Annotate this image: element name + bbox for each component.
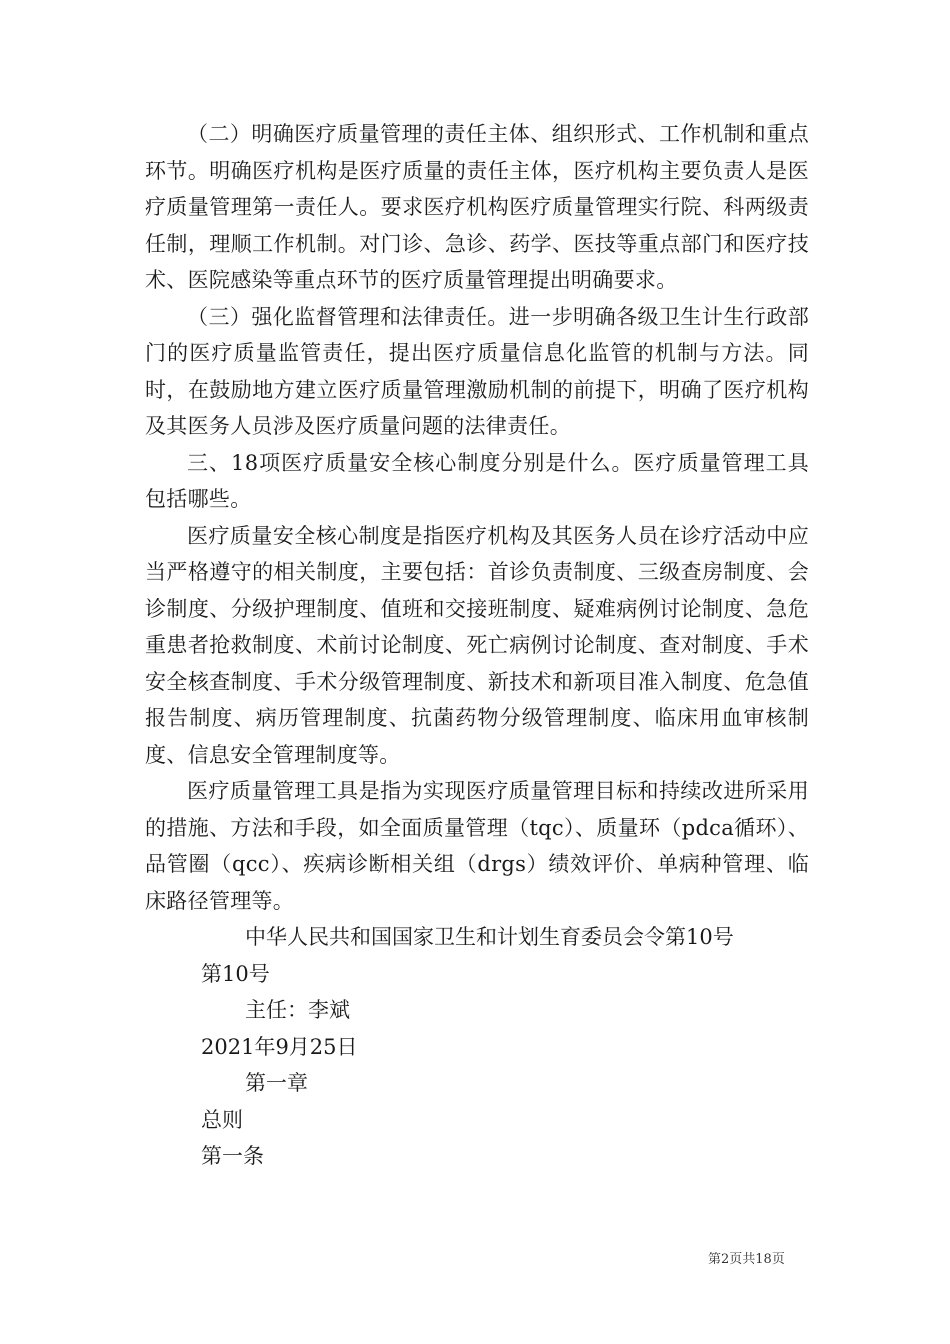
- paragraph-quality-responsibility: （二）明确医疗质量管理的责任主体、组织形式、工作机制和重点环节。明确医疗机构是医疗质量的责任主体，医疗机构主要负责人是医疗质量管理第一责任人。要求医疗机构医疗质量管理实行院、科两级责任制，理顺工作机制。对门诊、急诊、药学、医技等重点部门和医疗技术、医院感染等重点环节的医疗质量管理提出明确要求。: [145, 122, 809, 292]
- order-number: 第10号: [201, 961, 270, 986]
- page-number: 第2页共18页: [708, 1252, 785, 1267]
- paragraph-management-tools: 医疗质量管理工具是指为实现医疗质量管理目标和持续改进所采用的措施、方法和手段，如全面质量管理（tqc）、质量环（pdca循环）、品管圈（qcc）、疾病诊断相关组（drgs）绩效评价、单病种管理、临床路径管理等。: [145, 779, 809, 913]
- document-body: [145, 116, 809, 1175]
- director-signature: 主任：李斌: [245, 998, 350, 1022]
- chapter-title: 总则: [201, 1107, 243, 1132]
- order-title: 中华人民共和国国家卫生和计划生育委员会令第10号: [245, 925, 734, 949]
- article-heading: 第一条: [201, 1144, 264, 1168]
- paragraph-core-systems: 医疗质量安全核心制度是指医疗机构及其医务人员在诊疗活动中应当严格遵守的相关制度，主要包括：首诊负责制度、三级查房制度、会诊制度、分级护理制度、值班和交接班制度、疑难病例讨论制度、急危重患者抢救制度、术前讨论制度、死亡病例讨论制度、查对制度、手术安全核查制度、手术分级管理制度、新技术和新项目准入制度、危急值报告制度、病历管理制度、抗菌药物分级管理制度、临床用血审核制度、信息安全管理制度等。: [145, 523, 809, 767]
- paragraph-supervision: （三）强化监督管理和法律责任。进一步明确各级卫生计生行政部门的医疗质量监管责任，提出医疗质量信息化监管的机制与方法。同时，在鼓励地方建立医疗质量管理激励机制的前提下，明确了医疗机构及其医务人员涉及医疗质量问题的法律责任。: [145, 304, 809, 438]
- chapter-heading: 第一章: [245, 1071, 308, 1095]
- paragraph-section-three-heading: 三、18项医疗质量安全核心制度分别是什么。医疗质量管理工具包括哪些。: [145, 450, 809, 511]
- order-date: 2021年9月25日: [201, 1034, 358, 1059]
